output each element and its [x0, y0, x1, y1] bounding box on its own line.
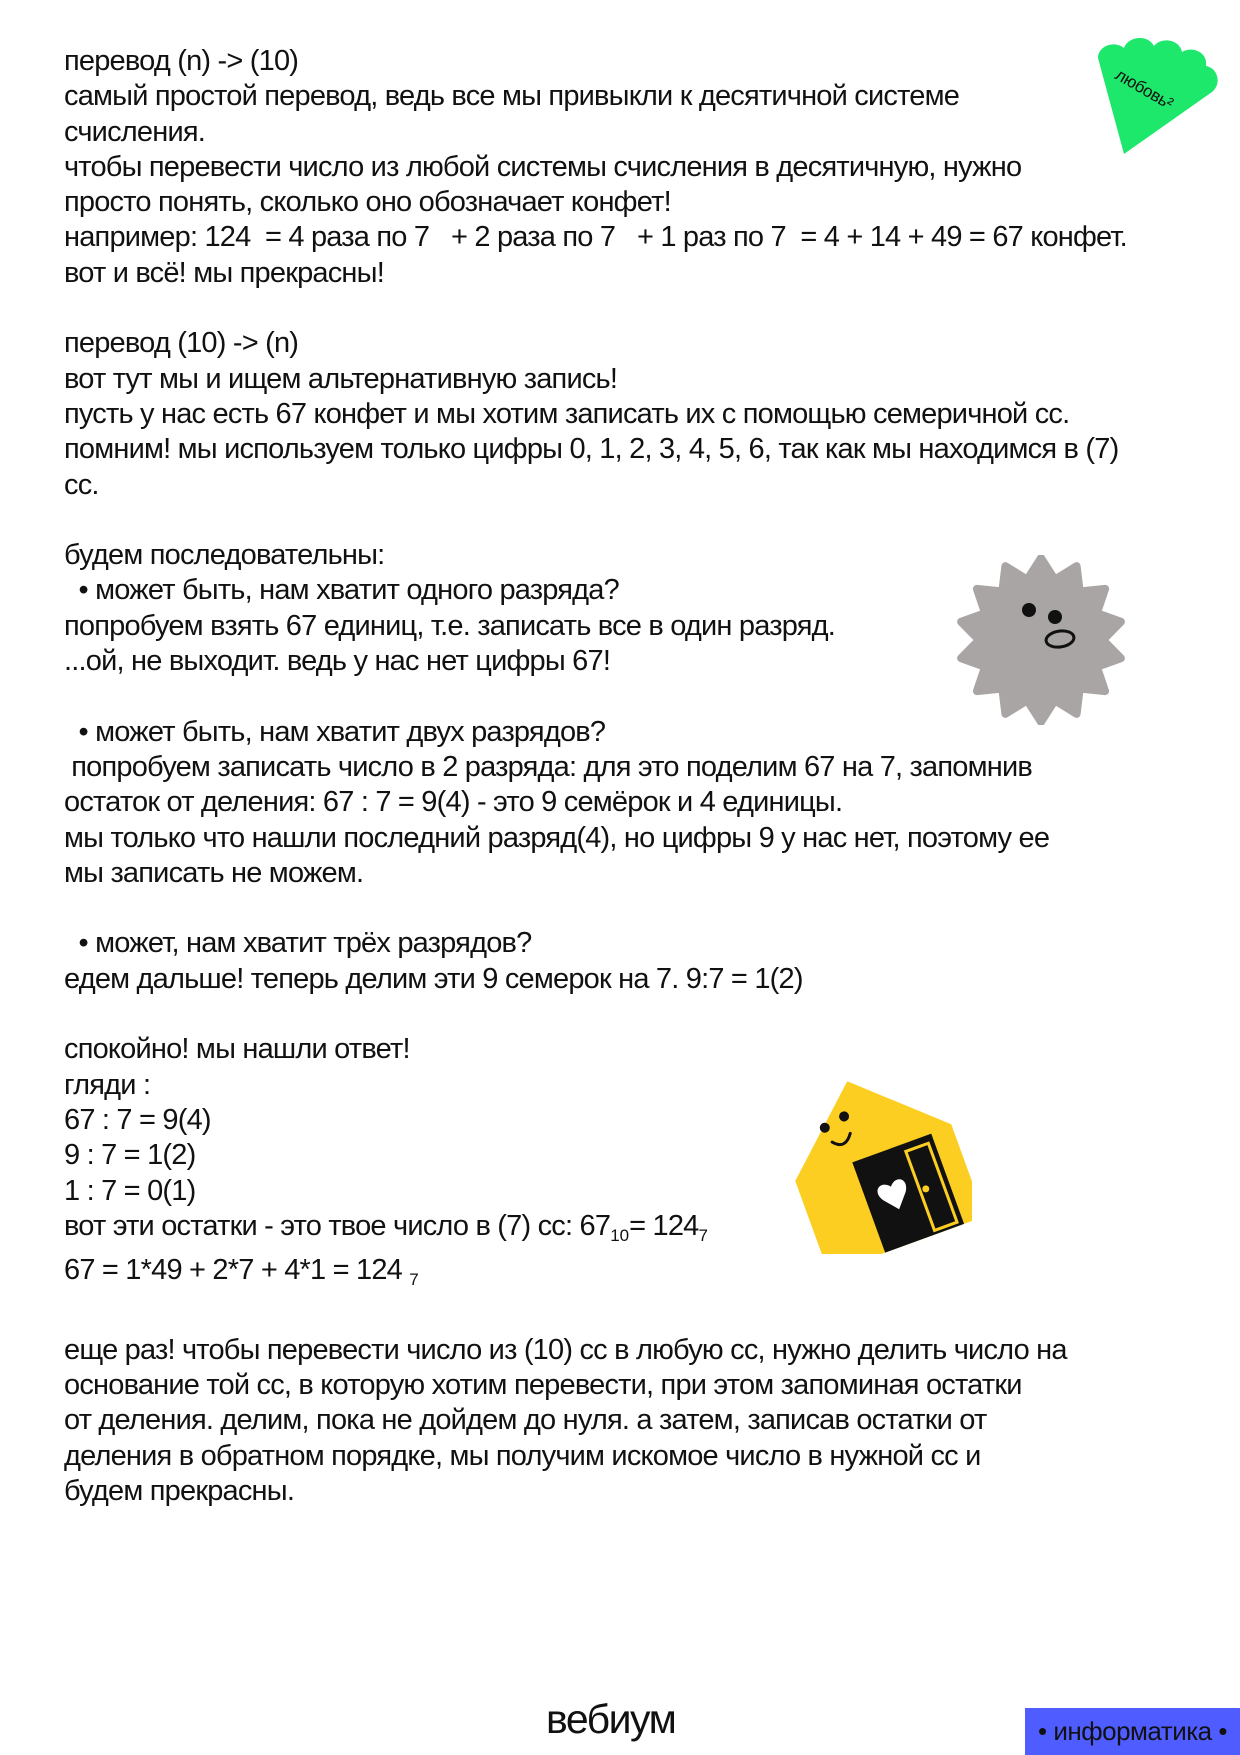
text-line: вот тут мы и ищем альтернативную запись! — [64, 362, 618, 395]
text-line: попробуем взять 67 единиц, т.е. записать все в один разряд. — [64, 609, 836, 642]
result-text: вот эти остатки - это твое число в (7) сс: 67 — [64, 1209, 611, 1242]
text-line: попробуем записать число в 2 разряда: для это поделим 67 на 7, запомнив — [64, 750, 1032, 783]
check-line — [64, 1253, 1184, 1297]
text-line: счисления. — [64, 115, 206, 148]
text-line: самый простой перевод, ведь все мы привыкли к десятичной системе — [64, 80, 960, 113]
result-subscript-10: 10 — [610, 1225, 630, 1245]
text-line: чтобы перевести число из любой системы счисления в десятичную, нужно — [64, 150, 1022, 183]
love-sticker-icon — [1096, 36, 1222, 158]
house-sticker-icon — [782, 1068, 972, 1254]
result-line — [64, 1209, 1184, 1253]
text-line: ...ой, не выходит. ведь у нас нет цифры 67! — [64, 645, 611, 678]
bullet-line: • может, нам хватит трёх разрядов? — [64, 927, 532, 960]
text-line: еще раз! чтобы перевести число из (10) сс в любую сс, нужно делить число на — [64, 1333, 1067, 1366]
text-line: мы только что нашли последний разряд(4), но цифры 9 у нас нет, поэтому ее — [64, 821, 1050, 854]
text-line: например: 124 = 4 раза по 7 + 2 раза по 7 + 1 раз по 7 = 4 + 14 + 49 = 67 конфет. — [64, 221, 1127, 254]
result-subscript-7: 7 — [698, 1225, 708, 1245]
paragraph-gap — [64, 891, 1184, 926]
text-line: остаток от деления: 67 : 7 = 9(4) - это 9 семёрок и 4 единицы. — [64, 786, 843, 819]
paragraph-gap — [64, 291, 1184, 326]
bullet-line: • может быть, нам хватит одного разряда? — [64, 574, 619, 607]
result-equals: = 124 — [629, 1209, 699, 1242]
paragraph-gap — [64, 1297, 1184, 1332]
equation-line: 1 : 7 = 0(1) — [64, 1174, 196, 1207]
check-subscript-7: 7 — [409, 1270, 419, 1290]
text-line: просто понять, сколько оно обозначает конфет! — [64, 186, 671, 219]
text-line: пусть у нас есть 67 конфет и мы хотим записать их с помощью семеричной сс. — [64, 397, 1070, 430]
text-line: гляди : — [64, 1068, 151, 1101]
text-line: от деления. делим, пока не дойдем до нуля. а затем, записав остатки от — [64, 1404, 987, 1437]
brand-logo: вебиум — [546, 1696, 676, 1742]
text-line: будем прекрасны. — [64, 1474, 295, 1507]
text-line: вот и всё! мы прекрасны! — [64, 256, 384, 289]
paragraph-gap — [64, 997, 1184, 1032]
subject-tag: • информатика • — [1025, 1708, 1240, 1755]
text-line: деления в обратном порядке, мы получим искомое число в нужной сс и — [64, 1439, 981, 1472]
section-heading: будем последовательны: — [64, 539, 385, 572]
text-line: сс. — [64, 468, 99, 501]
text-line: основание той сс, в которую хотим перевести, при этом запоминая остатки — [64, 1368, 1022, 1401]
section-heading: перевод (n) -> (10) — [64, 45, 299, 77]
equation-line: 67 : 7 = 9(4) — [64, 1103, 211, 1136]
text-line: спокойно! мы нашли ответ! — [64, 1033, 410, 1066]
equation-line: 9 : 7 = 1(2) — [64, 1139, 196, 1172]
text-line: едем дальше! теперь делим эти 9 семерок на 7. 9:7 = 1(2) — [64, 962, 803, 995]
svg-text:любовь²: любовь² — [1112, 65, 1177, 114]
paragraph-gap — [64, 503, 1184, 538]
check-text: 67 = 1*49 + 2*7 + 4*1 = 124 — [64, 1254, 410, 1287]
document-body — [64, 44, 1184, 1509]
bullet-line: • может быть, нам хватит двух разрядов? — [64, 715, 606, 748]
sun-sticker-icon — [956, 555, 1126, 725]
section-heading: перевод (10) -> (n) — [64, 327, 299, 360]
text-line: помним! мы используем только цифры 0, 1, 2, 3, 4, 5, 6, так как мы находимся в (7) — [64, 433, 1119, 466]
text-line: мы записать не можем. — [64, 856, 364, 889]
